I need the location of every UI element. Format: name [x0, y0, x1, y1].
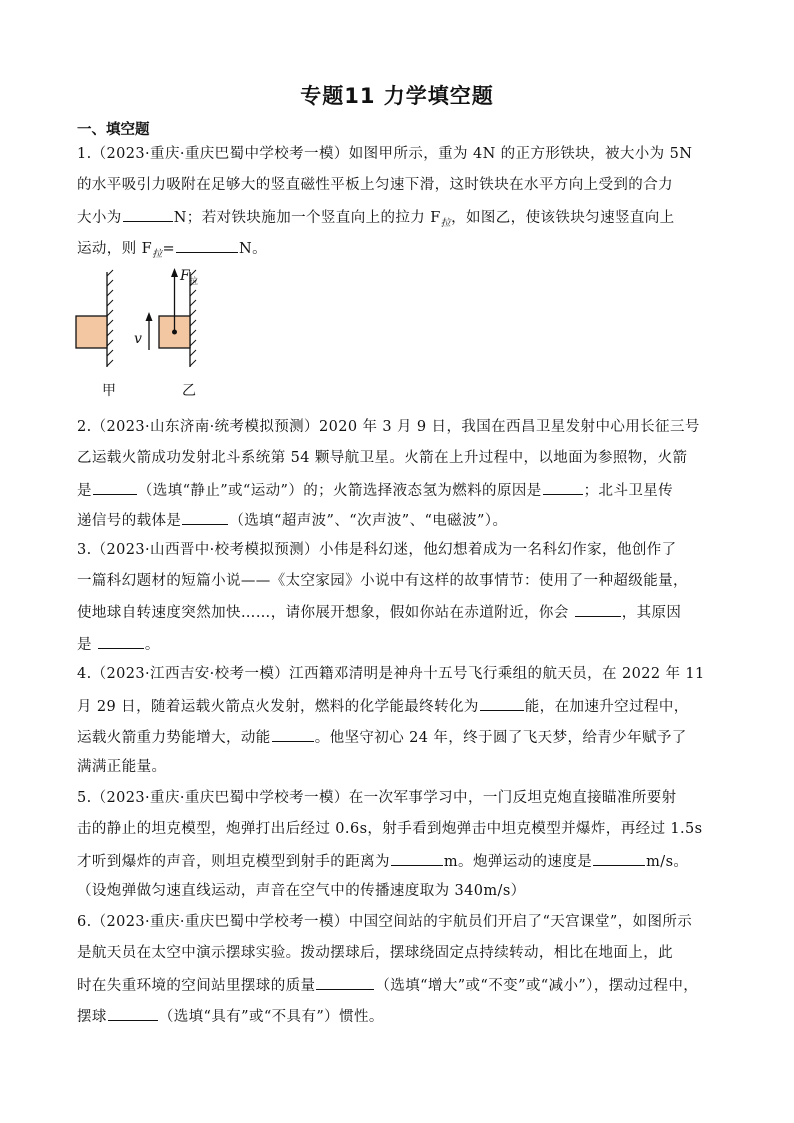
q5-line-2: 击的静止的坦克模型，炮弹打出后经过 0.6s，射手看到炮弹击中坦克模型并爆炸，再经过 1.5s [77, 821, 703, 837]
q6-line-4 [77, 1005, 727, 1027]
q5-blank-2[interactable] [593, 850, 645, 866]
q3-blank-2[interactable] [98, 633, 144, 649]
section-heading: 一、填空题 [77, 122, 150, 138]
magnet-block-figure [70, 262, 230, 402]
q1-text: N。 [239, 241, 268, 257]
figure-label-right: 乙 [182, 383, 196, 399]
q1-subscript: 拉 [152, 248, 163, 260]
q3-text: 。 [144, 637, 160, 653]
q2-text: （选填“静止”或“运动”）的；火箭选择液态氢为燃料的原因是 [137, 483, 542, 499]
q6-line-2: 是航天员在太空中演示摆球实验。拨动摆球后，摆球绕固定点持续转动，相比在地面上，此 [77, 945, 673, 961]
q1-line-1: 1.（2023·重庆·重庆巴蜀中学校考一模）如图甲所示，重为 4N 的正方形铁块，被大小为 5N [77, 146, 693, 162]
q6-text: 时在失重环境的空间站里摆球的质量 [77, 978, 316, 994]
q5-text: 才听到爆炸的声音，则坦克模型到射手的距离为 [77, 854, 390, 870]
q5-line-4: （设炮弹做匀速直线运动，声音在空气中的传播速度取为 340m/s） [77, 883, 526, 899]
q1-text: ，如图乙，使该铁块匀速竖直向上 [451, 210, 675, 226]
q1-line-4 [77, 237, 727, 265]
page-title: 专题11 力学填空题 [300, 84, 494, 108]
q1-line-2: 的水平吸引力吸附在足够大的竖直磁性平板上匀速下滑，这时铁块在水平方向上受到的合力 [77, 177, 673, 193]
figure-label-left: 甲 [102, 383, 116, 399]
q4-line-2 [77, 695, 727, 717]
force-label: F [180, 268, 190, 284]
force-arrow-head [171, 268, 178, 277]
q4-line-1: 4.（2023·江西吉安·校考一模）江西籍邓清明是神舟十五号飞行乘组的航天员，在 2022 年 11 [77, 666, 705, 682]
q2-blank-3[interactable] [182, 509, 228, 525]
q5-blank-1[interactable] [391, 850, 443, 866]
q4-text: 能，在加速升空过程中， [524, 699, 689, 715]
q6-blank-2[interactable] [108, 1005, 158, 1021]
q3-text: 是 [77, 637, 97, 653]
q4-text: 运载火箭重力势能增大，动能 [77, 730, 271, 746]
q3-line-2: 一篇科幻题材的短篇小说——《太空家园》小说中有这样的故事情节：使用了一种超级能量， [77, 573, 688, 589]
q2-text: ；北斗卫星传 [583, 483, 674, 499]
q5-text: m。炮弹运动的速度是 [443, 854, 593, 870]
q1-blank-1[interactable] [123, 206, 173, 222]
q2-line-2: 乙运载火箭成功发射北斗系统第 54 颗导航卫星。火箭在上升过程中，以地面为参照物，火箭 [77, 450, 688, 466]
velocity-arrow-head [146, 312, 153, 321]
q3-text: 使地球自转速度突然加快……，请你展开想象，假如你站在赤道附近，你会 [77, 605, 574, 621]
q1-subscript: 拉 [440, 217, 452, 229]
q4-line-4: 满满正能量。 [77, 759, 167, 775]
q6-blank-1[interactable] [316, 974, 374, 990]
q1-text: 大小为 [77, 210, 122, 226]
q3-text: ，其原因 [621, 605, 682, 621]
q5-line-3 [77, 850, 727, 872]
q6-text: （选填“增大”或“不变”或“减小”），摆动过程中， [375, 978, 699, 994]
q2-line-4 [77, 509, 727, 531]
q6-line-3 [77, 974, 727, 996]
q3-line-3 [77, 601, 727, 623]
q1-text: 运动，则 F [77, 241, 153, 257]
q6-line-1: 6.（2023·重庆·重庆巴蜀中学校考一模）中国空间站的宇航员们开启了“天宫课堂”，如图所示 [77, 914, 693, 930]
q2-text: 是 [77, 483, 92, 499]
q2-blank-2[interactable] [543, 479, 583, 495]
q4-text: 月 29 日，随着运载火箭点火发射，燃料的化学能最终转化为 [77, 699, 479, 715]
q6-text: 摆球 [77, 1009, 107, 1025]
q5-line-1: 5.（2023·重庆·重庆巴蜀中学校考一模）在一次军事学习中，一门反坦克炮直接瞄准所要射 [77, 790, 677, 806]
q1-blank-2[interactable] [176, 237, 238, 253]
q3-blank-1[interactable] [575, 601, 621, 617]
q4-line-3 [77, 726, 727, 748]
q2-text: 递信号的载体是 [77, 513, 182, 529]
q1-text: N；若对铁块施加一个竖直向上的拉力 F [173, 210, 441, 226]
q3-line-1: 3.（2023·山西晋中·校考模拟预测）小伟是科幻迷，他幻想着成为一名科幻作家，他创作了 [77, 542, 677, 558]
q6-text: （选填“具有”或“不具有”）惯性。 [158, 1009, 384, 1025]
q4-blank-1[interactable] [480, 695, 524, 711]
wall-left-hatch [107, 270, 113, 366]
force-label-sub: 拉 [189, 277, 199, 287]
q4-blank-2[interactable] [272, 726, 314, 742]
q3-line-4 [77, 633, 727, 655]
q2-blank-1[interactable] [93, 479, 137, 495]
q1-line-3 [77, 206, 727, 234]
velocity-label: v [134, 331, 142, 347]
q1-text: = [162, 241, 176, 257]
q2-text: （选填“超声波”、“次声波”、“电磁波”）。 [229, 513, 508, 529]
q2-line-3 [77, 479, 727, 501]
q4-text: 。他坚守初心 24 年，终于圆了飞天梦，给青少年赋予了 [314, 730, 687, 746]
q5-text: m/s。 [646, 854, 689, 870]
iron-block-left [76, 316, 107, 348]
q2-line-1: 2.（2023·山东济南·统考模拟预测）2020 年 3 月 9 日，我国在西昌卫星发射中心用长征三号 [77, 419, 700, 435]
